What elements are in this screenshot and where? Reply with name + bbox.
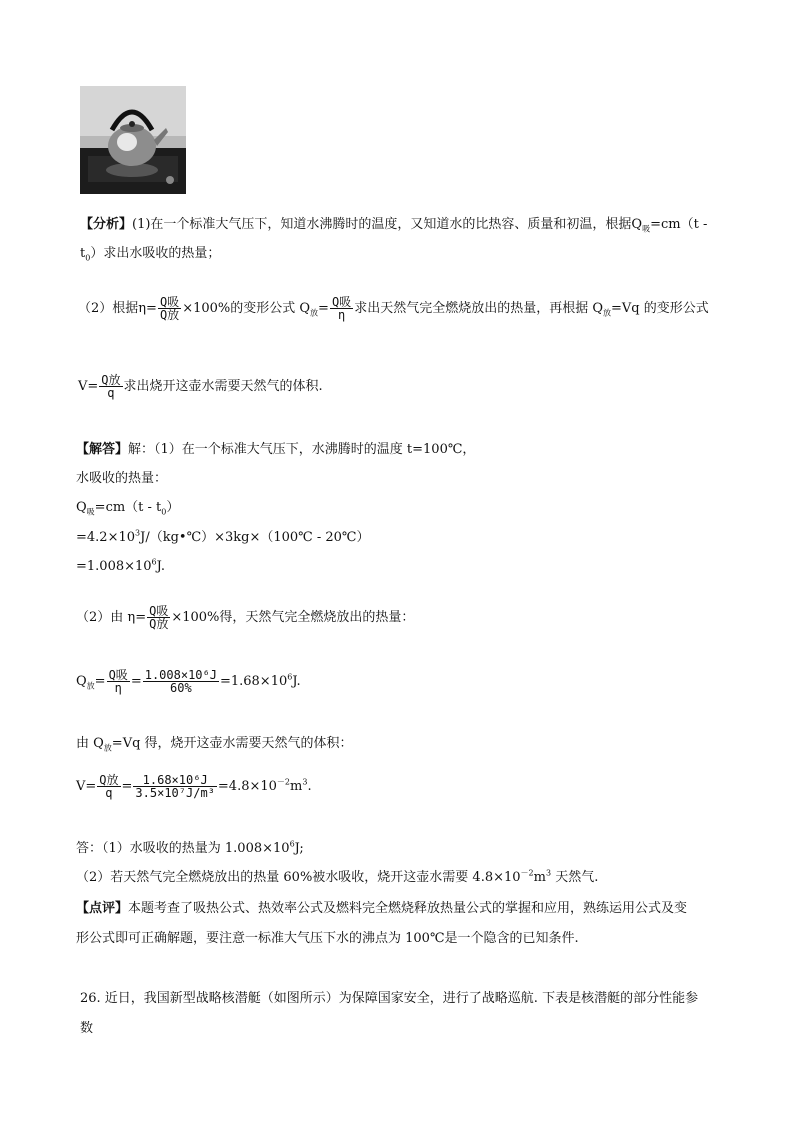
analysis-text: 求出天然气完全燃烧放出的热量，再根据 Q [354, 301, 603, 316]
solution-line-7 [76, 667, 301, 697]
analysis-label: 【分析】 [80, 217, 133, 232]
fraction-denominator: 3.5×10⁷J/m³ [135, 786, 215, 800]
solution-text: 由 Q [76, 736, 104, 751]
superscript: 6 [289, 839, 295, 849]
subscript: 放 [602, 308, 611, 318]
superscript: －2 [276, 777, 291, 787]
analysis-line-1 [80, 217, 707, 233]
solution-line-4 [76, 530, 369, 546]
superscript: 3 [302, 777, 308, 787]
solution-text: 解：（1）在一个标准大气压下，水沸腾时的温度 t=100℃， [128, 442, 476, 457]
solution-line-5 [76, 559, 165, 575]
solution-text: J. [292, 674, 301, 689]
answer-text: （2）若天然气完全燃烧放出的热量 60%被水吸收，烧开这壶水需要 4.8×10 [76, 870, 521, 885]
analysis-text: 求出烧开这壶水需要天然气的体积. [123, 379, 323, 394]
solution-text: =cm（t - t [94, 500, 162, 515]
fraction-denominator: η [114, 681, 122, 695]
fraction-numerator: Q吸 [159, 295, 180, 309]
subscript: 放 [310, 308, 319, 318]
fraction-numerator: 1.008×10⁶J [144, 668, 217, 682]
comment-line-1 [76, 901, 687, 917]
solution-text: J. [156, 559, 165, 574]
answer-text: 天然气. [551, 870, 599, 885]
analysis-text: ）求出水吸收的热量； [90, 246, 221, 261]
solution-text: Q [76, 674, 87, 689]
analysis-text: =cm（t - [650, 217, 708, 232]
fraction [158, 296, 181, 321]
answer-line-2 [76, 870, 598, 886]
question-26-line-1: 26. 近日，我国新型战略核潜艇（如图所示）为保障国家安全，进行了战略巡航. 下表是核潜艇的部分性能参 [80, 991, 699, 1006]
analysis-text: V= [78, 379, 99, 394]
fraction-numerator: Q吸 [331, 295, 352, 309]
solution-text: Q [76, 500, 87, 515]
comment-label: 【点评】 [76, 901, 129, 916]
analysis-text: （2）根据η= [78, 301, 157, 316]
fraction-numerator: Q吸 [149, 604, 169, 618]
solution-text: =Vq 得，烧开这壶水需要天然气的体积： [111, 736, 353, 751]
analysis-text: =Vq 的变形公式 [610, 301, 709, 316]
fraction-numerator: Q吸 [108, 668, 128, 682]
question-26-line-2: 数 [80, 1021, 94, 1036]
solution-text: （2）由 η= [76, 610, 147, 625]
solution-label: 【解答】 [76, 442, 129, 457]
fraction [133, 774, 216, 799]
superscript: 6 [151, 557, 157, 567]
solution-text: =4.8×10 [217, 779, 277, 794]
subscript: 0 [85, 253, 91, 263]
answer-text: J; [294, 841, 304, 856]
solution-line-2: 水吸收的热量： [76, 471, 168, 486]
subscript: 放 [103, 743, 112, 753]
fraction [97, 774, 120, 799]
solution-line-8 [76, 736, 353, 752]
comment-text: 本题考查了吸热公式、热效率公式及燃料完全燃烧释放热量公式的掌握和应用，熟练运用公式及变 [128, 901, 688, 916]
solution-text: ） [166, 500, 180, 515]
fraction-numerator: Q放 [99, 773, 119, 787]
fraction-numerator: Q放 [101, 373, 121, 387]
fraction-denominator: q [105, 786, 113, 800]
solution-text: = [130, 674, 142, 689]
solution-line-1 [76, 442, 475, 458]
comment-line-2: 形公式即可正确解题，要注意一标准大气压下水的沸点为 100℃是一个隐含的已知条件. [76, 931, 579, 946]
solution-text: V= [76, 779, 97, 794]
analysis-line-4 [78, 372, 323, 402]
analysis-text: = [318, 301, 329, 316]
solution-text: m [290, 779, 303, 794]
fraction-denominator: η [337, 308, 346, 322]
fraction-denominator: 60% [170, 681, 192, 695]
fraction [147, 605, 170, 630]
fraction [143, 669, 219, 694]
analysis-line-3 [78, 294, 709, 324]
solution-text: = [94, 674, 106, 689]
solution-text: =4.2×10 [76, 530, 136, 545]
solution-text: ×100%得，天然气完全燃烧放出的热量： [171, 610, 415, 625]
analysis-text: t [80, 246, 86, 261]
solution-line-9 [76, 772, 312, 802]
fraction-denominator: Q放 [149, 617, 169, 631]
superscript: 6 [287, 672, 293, 682]
solution-text: = [121, 779, 133, 794]
fraction [330, 296, 353, 321]
superscript: 3 [545, 868, 552, 878]
fraction-denominator: Q放 [159, 308, 180, 322]
analysis-text: ×100%的变形公式 Q [182, 301, 311, 316]
superscript: －2 [520, 868, 534, 878]
solution-text: =1.008×10 [76, 559, 152, 574]
fraction-denominator: q [107, 386, 115, 400]
answer-text: 答：（1）水吸收的热量为 1.008×10 [76, 841, 290, 856]
subscript: 放 [86, 681, 95, 691]
answer-text: m [533, 870, 546, 885]
superscript: 3 [135, 528, 141, 538]
fraction [107, 669, 130, 694]
kettle-photo-icon [80, 86, 186, 194]
subscript: 0 [161, 507, 167, 517]
solution-text: J/（kg•℃）×3kg×（100℃ - 20℃） [140, 530, 370, 545]
analysis-line-2 [80, 246, 220, 262]
subscript: 吸 [86, 507, 95, 517]
analysis-text: (1)在一个标准大气压下，知道水沸腾时的温度，又知道水的比热容、质量和初温，根据Q [132, 217, 643, 232]
subscript: 吸 [642, 224, 651, 234]
fraction-numerator: 1.68×10⁶J [133, 774, 216, 787]
solution-text: . [307, 779, 312, 794]
answer-line-1 [76, 841, 304, 857]
solution-line-6 [76, 603, 414, 633]
fraction [99, 374, 122, 399]
solution-line-3 [76, 500, 179, 516]
solution-text: =1.68×10 [219, 674, 288, 689]
